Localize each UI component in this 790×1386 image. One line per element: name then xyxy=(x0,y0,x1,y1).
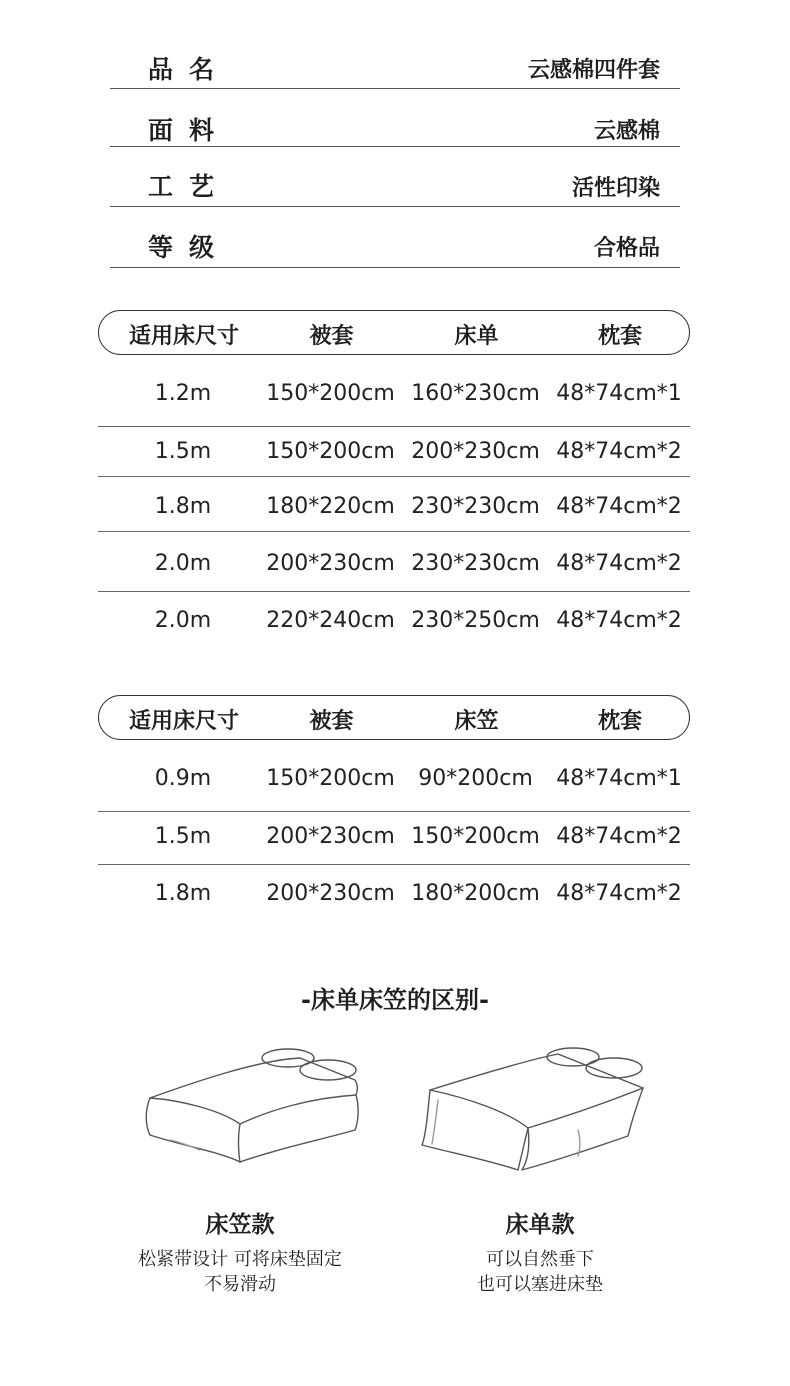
table-cell: 48*74cm*1 xyxy=(556,766,682,791)
table-cell: 160*230cm xyxy=(411,381,540,406)
flat-desc-line: 可以自然垂下 xyxy=(486,1249,594,1270)
spec-value: 云感棉四件套 xyxy=(527,58,660,83)
table-row xyxy=(98,740,690,812)
table-row xyxy=(98,532,690,592)
table-row xyxy=(98,812,690,865)
table-cell: 230*230cm xyxy=(411,494,540,519)
table-cell: 48*74cm*2 xyxy=(556,439,682,464)
header-cell: 适用床尺寸 xyxy=(128,709,239,734)
spec-label: 面料 xyxy=(148,116,231,145)
spec-row xyxy=(110,40,680,89)
table-cell: 48*74cm*2 xyxy=(556,881,682,906)
spec-label: 品名 xyxy=(148,55,231,84)
table-row xyxy=(98,865,690,920)
table-cell: 230*230cm xyxy=(411,551,540,576)
table-cell: 180*200cm xyxy=(411,881,540,906)
fitted-desc-line: 松紧带设计 可将床垫固定 xyxy=(138,1249,342,1270)
table-cell: 48*74cm*1 xyxy=(556,381,682,406)
table-cell: 90*200cm xyxy=(418,766,533,791)
fitted-title: 床笠款 xyxy=(205,1212,275,1238)
table-cell: 48*74cm*2 xyxy=(556,824,682,849)
flat-desc-line: 也可以塞进床垫 xyxy=(477,1274,603,1295)
spec-label: 等级 xyxy=(148,233,231,262)
spec-value: 云感棉 xyxy=(593,119,660,144)
header-cell: 枕套 xyxy=(597,324,642,349)
table-cell: 48*74cm*2 xyxy=(556,608,682,633)
table-cell: 150*200cm xyxy=(266,439,395,464)
table-cell: 48*74cm*2 xyxy=(556,551,682,576)
table-cell: 48*74cm*2 xyxy=(556,494,682,519)
header-cell: 适用床尺寸 xyxy=(128,324,239,349)
spec-label: 工艺 xyxy=(148,172,231,201)
table-cell: 2.0m xyxy=(154,551,212,576)
table-header xyxy=(98,310,690,355)
spec-value: 活性印染 xyxy=(571,176,660,201)
table-cell: 220*240cm xyxy=(266,608,395,633)
table-row xyxy=(98,592,690,652)
flat-sheet-illustration xyxy=(418,1040,658,1180)
table-cell: 1.2m xyxy=(154,381,212,406)
fitted-sheet-illustration xyxy=(140,1040,370,1170)
header-cell: 被套 xyxy=(309,709,354,734)
table-cell: 200*230cm xyxy=(266,551,395,576)
table-cell: 150*200cm xyxy=(266,766,395,791)
table-cell: 230*250cm xyxy=(411,608,540,633)
table-cell: 1.5m xyxy=(154,439,212,464)
fitted-caption xyxy=(110,1206,370,1297)
table-cell: 1.8m xyxy=(154,494,212,519)
spec-row xyxy=(110,147,680,207)
table-cell: 150*200cm xyxy=(411,824,540,849)
table-cell: 2.0m xyxy=(154,608,212,633)
table-row xyxy=(98,427,690,477)
table-cell: 180*220cm xyxy=(266,494,395,519)
flat-caption xyxy=(420,1206,660,1297)
table-header xyxy=(98,695,690,740)
table-cell: 200*230cm xyxy=(266,881,395,906)
header-cell: 床单 xyxy=(454,324,499,349)
fitted-desc-line: 不易滑动 xyxy=(204,1274,276,1295)
table-cell: 0.9m xyxy=(154,766,212,791)
spec-row xyxy=(110,89,680,147)
table-cell: 150*200cm xyxy=(266,381,395,406)
table-cell: 1.5m xyxy=(154,824,212,849)
header-cell: 床笠 xyxy=(454,709,499,734)
header-cell: 枕套 xyxy=(597,709,642,734)
difference-title: -床单床笠的区别- xyxy=(301,986,489,1014)
spec-value: 合格品 xyxy=(593,236,660,261)
table-cell: 200*230cm xyxy=(266,824,395,849)
table-cell: 1.8m xyxy=(154,881,212,906)
table-row xyxy=(98,355,690,427)
spec-row xyxy=(110,207,680,268)
header-cell: 被套 xyxy=(309,324,354,349)
table-cell: 200*230cm xyxy=(411,439,540,464)
flat-title: 床单款 xyxy=(505,1212,575,1238)
table-row xyxy=(98,477,690,532)
